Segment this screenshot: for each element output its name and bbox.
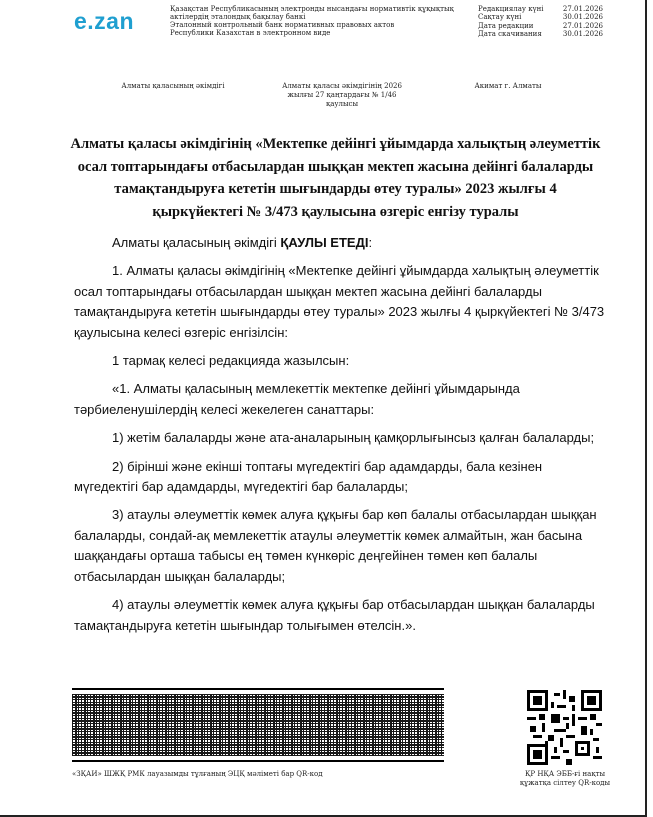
resolution-reference	[272, 82, 412, 109]
document-link-qr-code[interactable]	[527, 690, 602, 765]
meta-row	[478, 22, 603, 30]
signature-code-caption: «ЗҚАИ» ШЖҚ РМК лауазымды тұлғаның ЭЦҚ мәліметі бар QR-код	[72, 770, 323, 778]
signature-qr-code-strip	[72, 688, 444, 762]
meta-label: Сақтау күні	[478, 13, 522, 22]
meta-value: 30.01.2026	[562, 29, 603, 38]
document-title: Алматы қаласы әкімдігінің «Мектепке дейінгі ұйымдарда халықтың әлеуметтік осал топтарындағы отбасылардан шыққан мектеп жасына дейінгі балаларды тамақтандыруға кететін шығындарды өтеу туралы» 2023 жылғы 4 қыркүйектегі № 3/473 қаулысына өзгеріс енгізу туралы	[70, 136, 601, 220]
body-paragraph: 2) бірінші және екінші топтағы мүгедектігі бар адамдарды, бала кезінен мүгедектігі бар адамдарды, мүгедектігі бар балаларды;	[74, 458, 543, 495]
meta-value: 30.01.2026	[562, 13, 603, 22]
body-paragraph: 3) атаулы әлеуметтік көмек алуға құқығы бар көп балалы отбасылардан шыққан балаларды, сондай-ақ мемлекеттік атаулы әлеуметтік көмек алмайтын, жан басына шаққандағы орташа табысы ең төмен күнкөріс деңгейінен төмен көп балалы отбасылардан шыққан балаларды;	[74, 507, 597, 584]
header-description-line: Қазақстан Республикасының электронды нысандағы нормативтік құқықтық	[170, 5, 454, 13]
meta-label: Редакциялау күні	[478, 5, 544, 13]
header-meta	[478, 5, 603, 38]
barcode-top-rule	[72, 688, 444, 690]
body-paragraph: 1 тармақ келесі редакцияда жазылсын:	[112, 353, 350, 369]
meta-row	[478, 5, 603, 13]
ezan-logo[interactable]: e.zan	[74, 8, 135, 34]
header-description-line: актілердің эталондық бақылау банкі	[170, 13, 306, 21]
body-paragraph: 1. Алматы қаласы әкімдігінің «Мектепке дейінгі ұйымдарда халықтың әлеуметтік осал топтарындағы отбасылардан шыққан мектеп жасына дейінгі балаларды тамақтандыруға кететін шығындарды өтеу туралы» 2023 жылғы 4 қыркүйектегі № 3/473 қаулысына келесі өзгеріс енгізілсін:	[74, 263, 605, 340]
intro-paragraph	[74, 233, 606, 253]
qr-code-caption	[506, 770, 624, 788]
body-paragraph: 4) атаулы әлеуметтік көмек алуға құқығы бар отбасылардан шыққан балаларды тамақтандыруға кететін шығындар толығымен өтелсін.».	[74, 597, 595, 633]
body-paragraph: 1) жетім балаларды және ата-аналарының қамқорлығынсыз қалған балаларды;	[112, 430, 595, 446]
resolution-reference-line: қаулысы	[325, 100, 359, 108]
header-description-line: Эталонный контрольный банк нормативных правовых актов	[170, 21, 395, 29]
meta-row	[478, 30, 603, 38]
meta-value: 27.01.2026	[562, 21, 603, 30]
meta-label: Дата скачивания	[478, 29, 542, 38]
intro-decree: ҚАУЛЫ ЕТЕДІ	[280, 235, 369, 250]
issuer-kazakh: Алматы қаласының әкімдігі	[121, 82, 225, 90]
qr-caption-line: ҚР НҚА ЭББ-ғі нақты	[524, 770, 606, 778]
document-body	[74, 233, 606, 644]
qr-caption-line: құжатқа сілтеу QR-коды	[519, 779, 611, 787]
barcode-bottom-rule	[72, 760, 444, 762]
header-description-line: Республики Казахстан в электронном виде	[170, 29, 331, 37]
resolution-reference-line: Алматы қаласы әкімдігінің 2026	[282, 82, 402, 90]
meta-label: Дата редакции	[478, 21, 534, 30]
issuer-russian: Акимат г. Алматы	[474, 82, 542, 90]
resolution-reference-line: жылғы 27 қаңтардағы № 1/46	[287, 91, 397, 99]
meta-value: 27.01.2026	[562, 5, 603, 13]
intro-colon: :	[368, 235, 373, 250]
intro-text: Алматы қаласының әкімдігі	[112, 235, 281, 250]
meta-row	[478, 13, 603, 21]
signature-code-pattern	[72, 694, 444, 756]
header-description	[170, 5, 470, 37]
body-paragraph: «1. Алматы қаласының мемлекеттік мектепке дейінгі ұйымдарында тәрбиеленушілердің келесі жекелеген санаттары:	[74, 381, 520, 417]
